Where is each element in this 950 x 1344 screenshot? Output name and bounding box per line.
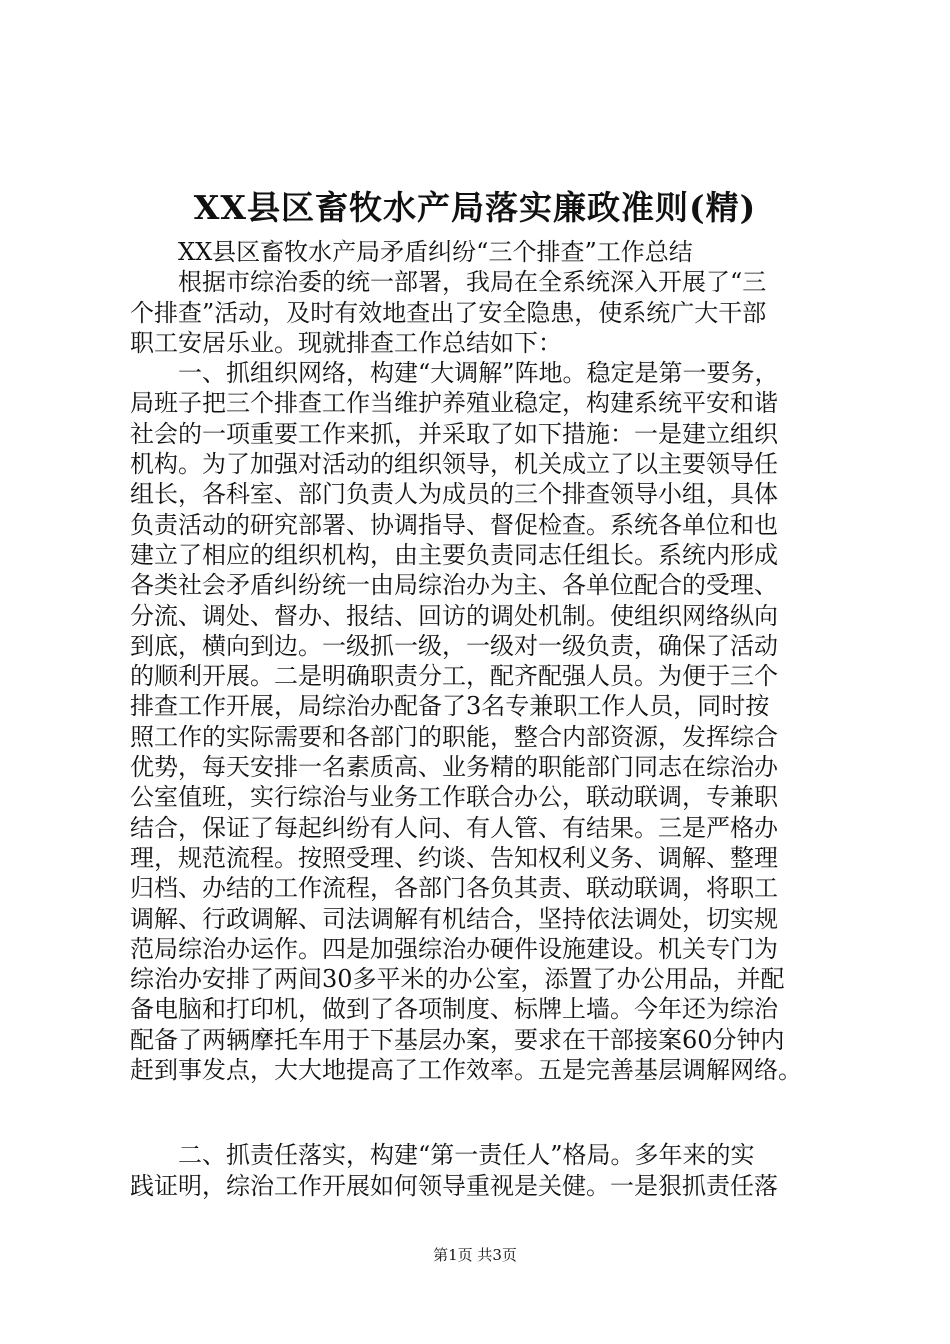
paragraph-line: 社会的一项重要工作来抓，并采取了如下措施：一是建立组织 [130,419,778,448]
paragraph-line: 调解、行政调解、司法调解有机结合，坚持依法调处，切实规 [130,904,778,933]
document-title: XX县区畜牧水产局落实廉政准则(精) [193,188,757,227]
paragraph-line: 优势，每天安排一名素质高、业务精的职能部门同志在综治办 [130,753,778,782]
paragraph-line: 综治办安排了两间30多平米的办公室，添置了办公用品，并配 [130,965,785,994]
paragraph-line: 负责活动的研究部署、协调指导、督促检查。系统各单位和也 [130,510,778,539]
paragraph-line: 个排查”活动，及时有效地查出了安全隐患，使系统广大干部 [130,298,767,327]
paragraph-gap [130,1085,830,1140]
subtitle-line: XX县区畜牧水产局矛盾纠纷“三个排查”工作总结 [178,238,693,266]
paragraph-line: 局班子把三个排查工作当维护养殖业稳定，构建系统平安和谐 [130,389,778,418]
paragraph-line: 建立了相应的组织机构，由主要负责同志任组长。系统内形成 [130,540,778,569]
paragraph-line: 机构。为了加强对活动的组织领导，机关成立了以主要领导任 [130,450,778,479]
paragraph-line: 践证明，综治工作开展如何领导重视是关健。一是狠抓责任落 [130,1171,778,1200]
paragraph-line: 的顺利开展。二是明确职责分工，配齐配强人员。为便于三个 [130,662,778,691]
paragraph-line: 赶到事发点，大大地提高了工作效率。五是完善基层调解网络。 [130,1056,802,1085]
paragraph-line: 分流、调处、督办、报结、回访的调处机制。使组织网络纵向 [130,601,778,630]
paragraph-line: 配备了两辆摩托车用于下基层办案，要求在干部接案60分钟内 [130,1025,785,1054]
paragraph-line: 二、抓责任落实，构建“第一责任人”格局。多年来的实 [178,1141,755,1170]
paragraph-line: 备电脑和打印机，做到了各项制度、标牌上墙。今年还为综治 [130,995,778,1024]
paragraph-line: 组长，各科室、部门负责人为成员的三个排查领导小组，具体 [130,480,778,509]
paragraph-line: 结合，保证了每起纠纷有人问、有人管、有结果。三是严格办 [130,813,778,842]
paragraph-line: 照工作的实际需要和各部门的职能，整合内部资源，发挥综合 [130,722,778,751]
paragraph-line: 排查工作开展，局综治办配备了3名专兼职工作人员，同时按 [130,692,770,721]
document-body [130,237,830,1201]
paragraph-line: 根据市综治委的统一部署，我局在全系统深入开展了“三 [178,268,767,297]
paragraph-line: 范局综治办运作。四是加强综治办硬件设施建设。机关专门为 [130,934,778,963]
paragraph-line: 各类社会矛盾纠纷统一由局综治办为主、各单位配合的受理、 [130,571,778,600]
paragraph-line: 归档、办结的工作流程，各部门各负其责、联动联调，将职工 [130,874,778,903]
paragraph-line: 公室值班，实行综治与业务工作联合办公，联动联调，专兼职 [130,783,778,812]
paragraph-line: 到底，横向到边。一级抓一级，一级对一级负责，确保了活动 [130,631,778,660]
paragraph-line: 理，规范流程。按照受理、约谈、告知权利义务、调解、整理 [130,843,778,872]
page-number-footer: 第1页 共3页 [433,1246,517,1264]
paragraph-line: 一、抓组织网络，构建“大调解”阵地。稳定是第一要务， [178,359,779,388]
paragraph-line: 职工安居乐业。现就排查工作总结如下： [130,328,562,357]
